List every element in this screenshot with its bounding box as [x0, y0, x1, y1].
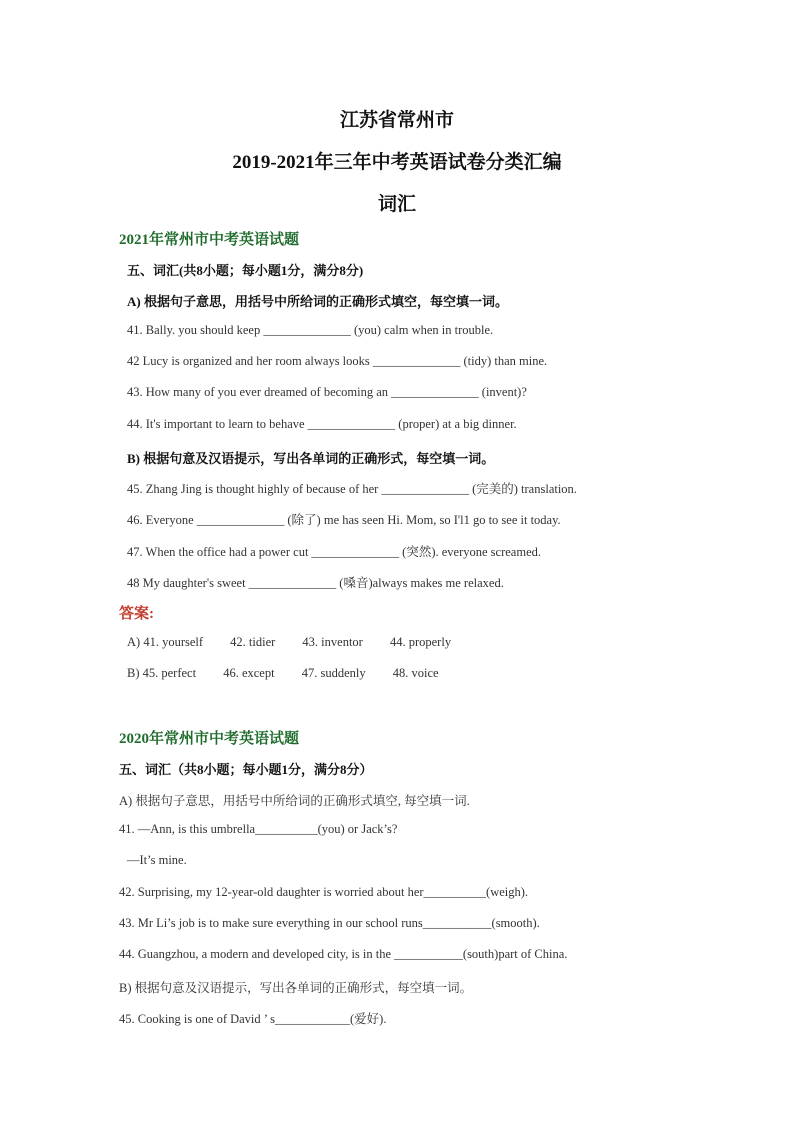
- question-42-2020: 42. Surprising, my 12-year-old daughter is worried about her__________(weigh).: [119, 885, 529, 899]
- province-title: 江苏省常州市: [339, 110, 454, 131]
- answers-row-b: [127, 666, 463, 681]
- section-2020-heading: 2020年常州市中考英语试题: [119, 731, 300, 747]
- answer-43: 43. inventor: [302, 635, 363, 649]
- question-45-2021: 45. Zhang Jing is thought highly of because of her ______________ (完美的) translation.: [127, 482, 577, 496]
- section-2021-part-b-instruction: B) 根据句意及汉语提示，写出各单词的正确形式，每空填一词。: [127, 451, 495, 466]
- answer-41: A) 41. yourself: [127, 635, 204, 649]
- section-2021-heading: 2021年常州市中考英语试题: [119, 232, 300, 248]
- answer-47: 47. suddenly: [301, 666, 366, 680]
- section-2021-part-a-instruction: A) 根据句子意思，用括号中所给词的正确形式填空，每空填一词。: [127, 294, 508, 309]
- question-47-2021: 47. When the office had a power cut ______________ (突然). everyone screamed.: [127, 545, 541, 559]
- question-41-2020-response: —It’s mine.: [127, 853, 187, 867]
- answer-42: 42. tidier: [230, 635, 276, 649]
- question-48-2021: 48 My daughter's sweet ______________ (嗓音)always makes me relaxed.: [127, 576, 504, 590]
- question-42-2021: 42 Lucy is organized and her room always looks ______________ (tidy) than mine.: [127, 354, 548, 368]
- question-44-2020: 44. Guangzhou, a modern and developed city, is in the ___________(south)part of China.: [119, 947, 568, 961]
- topic-title: 词汇: [377, 194, 416, 215]
- question-41-2021: 41. Bally. you should keep ______________ (you) calm when in trouble.: [127, 323, 494, 337]
- answer-45: B) 45. perfect: [127, 666, 197, 680]
- question-43-2020: 43. Mr Li’s job is to make sure everything in our school runs___________(smooth).: [119, 916, 540, 930]
- question-43-2021: 43. How many of you ever dreamed of becoming an ______________ (invent)?: [127, 385, 527, 399]
- answer-44: 44. properly: [389, 635, 452, 649]
- answers-label: 答案:: [119, 606, 154, 622]
- section-2021-part-heading: 五、词汇(共8小题；每小题1分，满分8分): [127, 263, 364, 278]
- question-45-2020: 45. Cooking is one of David ’ s____________(爱好).: [119, 1012, 387, 1026]
- answer-46: 46. except: [223, 666, 275, 680]
- section-2020-part-a-instruction: A) 根据句子意思，用括号中所给词的正确形式填空, 每空填一词.: [119, 794, 470, 808]
- section-2020-part-heading: 五、词汇（共8小题；每小题1分，满分8分）: [119, 762, 373, 777]
- main-title: 2019-2021年三年中考英语试卷分类汇编: [232, 152, 562, 173]
- question-41-2020: 41. —Ann, is this umbrella__________(you) or Jack’s?: [119, 822, 398, 836]
- question-46-2021: 46. Everyone ______________ (除了) me has seen Hi. Mom, so I'l1 go to see it today.: [127, 513, 561, 527]
- answer-48: 48. voice: [392, 666, 439, 680]
- question-44-2021: 44. It's important to learn to behave ______________ (proper) at a big dinner.: [127, 417, 517, 431]
- section-2020-part-b-instruction: B) 根据句意及汉语提示，写出各单词的正确形式，每空填一词。: [119, 981, 473, 995]
- answers-row-a: [127, 635, 475, 650]
